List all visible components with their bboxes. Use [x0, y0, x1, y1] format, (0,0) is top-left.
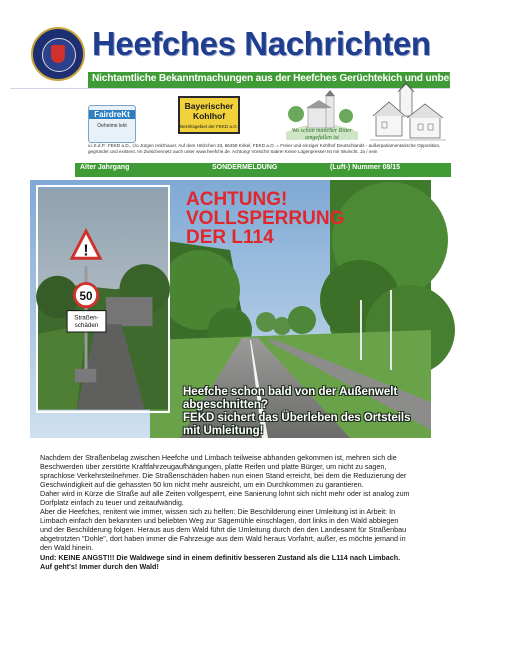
- fairdrekt-sub: Oeheime lekt: [97, 123, 127, 129]
- kohlhof-line2: Kohlhof: [192, 111, 226, 121]
- headline-line-2: VOLLSPERRUNG: [186, 208, 345, 229]
- fairdrekt-logo: [88, 105, 136, 143]
- svg-text:Straßen-: Straßen-: [74, 314, 99, 322]
- masthead-title: Heefches Nachrichten: [92, 25, 431, 62]
- masthead-subtitle: Nichtamtliche Bekanntmachungen aus der Heefches Gerüchtekich und unbekannten Quellen: [92, 73, 525, 84]
- article-paragraph-4: Und: KEINE ANGST!!! Die Waldwege sind in einem definitiv besseren Zustand als die L114 nach Limbach. Auf geht's! Immer durch den Wald!: [40, 552, 401, 571]
- kohlhof-caption: Bezirksgebiet der FEKD a.O.: [180, 124, 238, 129]
- overlay-line-3: FEKD sichert das Überleben des Ortsteils: [183, 412, 411, 424]
- article-paragraph-1: Nachdem der Straßenbelag zwischen Heefche und Limbach teilweise abhanden gekommen ist, mehren sich die Beschwerden über zerstörte Kraftfahrzeugaufhängungen, platte Reifen und platte Bürger, um nicht zu sagen, sprachlose Verkehrsteilnehmer. Die Straßenschäden haben nun einen Stand erreicht, bei dem die Reduzierung der Geschwindigkeit auf die gehassten 50 km nicht mehr ausreicht, um ein Durchkommen zu garantieren.: [40, 453, 407, 490]
- headline-line-1: ACHTUNG!: [186, 189, 288, 210]
- imprint-text: v.i.S.d.P.: FEKD a.D., c/o Jürgen Holzhauer, Auf dem Hölzchen 33, 66459 Kirkel, FEKD a.O. = Freier und einziger Kohlhof Deutschlands - außerparlamentarische Opposition, gegründet und existent. Im Zwischennetz auch unter www.heefche.de. Achtung! Vorsicht! Satire! Keine Lügenpresse! Ist mir Wurscht. Ja / nein: [88, 143, 441, 154]
- overlay-line-2: abgeschnitten?: [183, 399, 268, 411]
- issue-type: SONDERMELDUNG: [212, 164, 278, 171]
- article-body: [40, 453, 412, 571]
- fairdrekt-name: FairdreKt: [89, 110, 135, 119]
- headline-line-3: DER L114: [186, 227, 274, 248]
- issue-number: (Luft-) Nummer 08/15: [330, 164, 401, 171]
- overlay-line-1: Heefche schon bald von der Außenwelt: [183, 386, 398, 398]
- photo-overlay-text: [183, 386, 453, 438]
- village-sketch-illustration: [370, 86, 446, 144]
- article-paragraph-3: Aber die Heefches, renitent wie immer, wissen sich zu helfen: Die Beschilderung einer Umleitung ist in Arbeit: In Limbach einfach den bekannten und beliebten Weg zur Sägemühle einschlagen, dort links in den Wald abbiegen und der Beschilderung folgen. Heraus aus dem Wald führt die Umleitung durch den den Landesamt für Straßenbau abgetrotzten "Dohle", dort haben immer die Fahrzeuge aus dem Wald heraus Vorfahrt, außer, es möchte jemand in den Wald hinein.: [40, 507, 407, 553]
- chapel-caption: Wo schon mancher Ritter umgefallen ist: [291, 128, 353, 141]
- svg-text:!: !: [83, 242, 89, 260]
- headline: [186, 190, 416, 247]
- issue-year: Alter Jahrgang: [80, 164, 130, 171]
- kohlhof-line1: Bayerischer: [184, 101, 234, 111]
- article-paragraph-2: Daher wird in Kürze die Straße auf alle Zeiten vollgesperrt, eine Sanierung lohnt sich nicht mehr oder ist analog zum Dorfplatz einfach zu teuer und zeitaufwändig.: [40, 489, 410, 508]
- fekd-seal-logo: [31, 27, 85, 81]
- speed-limit-sign: 50: [79, 289, 93, 303]
- svg-text:schäden: schäden: [74, 322, 99, 330]
- kohlhof-logo: [178, 96, 240, 134]
- inset-sign-photo: [36, 185, 170, 413]
- overlay-line-4: mit Umleitung!: [183, 425, 264, 437]
